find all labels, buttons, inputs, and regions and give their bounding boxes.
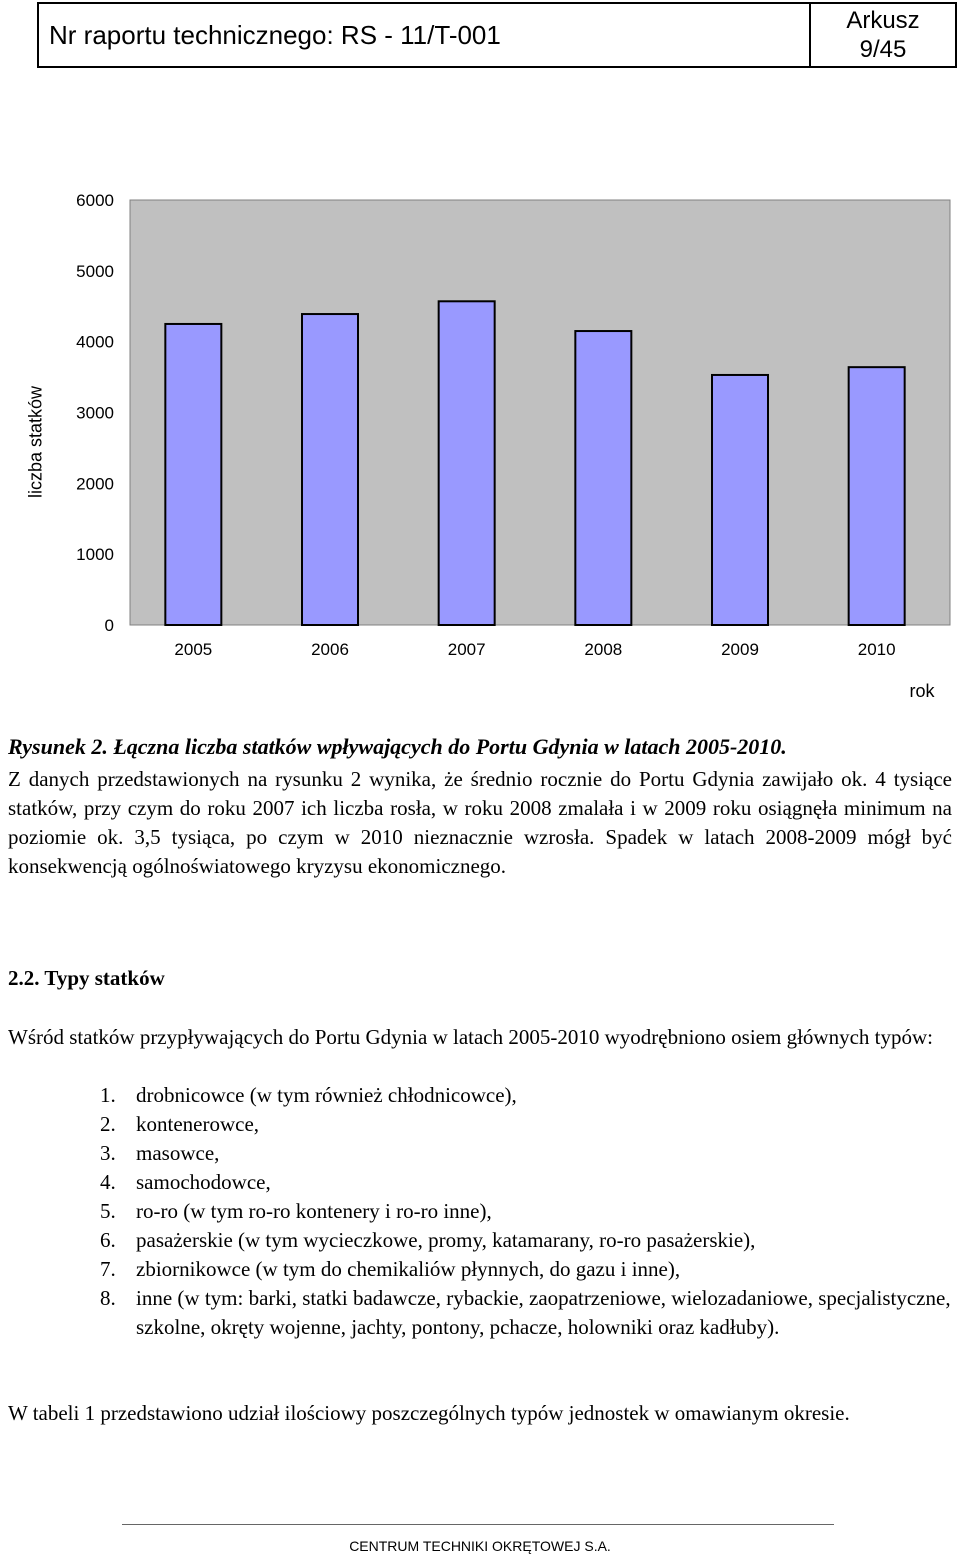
list-item-text: ro-ro (w tym ro-ro kontenery i ro-ro inne), xyxy=(136,1199,492,1223)
list-item xyxy=(100,1255,952,1284)
list-item-text: masowce, xyxy=(136,1141,220,1165)
list-item-text: samochodowce, xyxy=(136,1170,271,1194)
list-item-number: 6. xyxy=(100,1228,116,1252)
bar-2010 xyxy=(849,367,905,625)
x-axis-label: rok xyxy=(909,681,935,701)
list-item-text: zbiornikowce (w tym do chemikaliów płynnych, do gazu i inne), xyxy=(136,1257,681,1281)
list-item-number: 8. xyxy=(100,1286,116,1310)
list-item-text: drobnicowce (w tym również chłodnicowce), xyxy=(136,1083,517,1107)
list-item-number: 7. xyxy=(100,1257,116,1281)
x-tick-label: 2010 xyxy=(857,640,896,659)
x-tick-label: 2006 xyxy=(311,640,349,659)
ships-bar-chart xyxy=(0,180,960,710)
bar-2009 xyxy=(712,375,768,625)
list-item-number: 5. xyxy=(100,1199,116,1223)
plot-area xyxy=(130,200,950,625)
list-item-text: kontenerowce, xyxy=(136,1112,260,1136)
list-item-text: inne (w tym: barki, statki badawcze, rybackie, zaopatrzeniowe, wielozadaniowe, specjalistyczne, szkolne, okręty wojenne, jachty, pontony, pchacze, holowniki oraz kadłuby). xyxy=(136,1286,951,1339)
section-title: 2.2. Typy statków xyxy=(8,966,165,990)
report-number: Nr raportu technicznego: RS - 11/T-001 xyxy=(39,4,811,66)
list-item xyxy=(100,1139,952,1168)
y-axis-label: liczba statków xyxy=(25,385,46,499)
report-header xyxy=(37,2,957,68)
x-tick-label: 2005 xyxy=(174,640,213,659)
x-tick-label: 2008 xyxy=(584,640,623,659)
list-item xyxy=(100,1197,952,1226)
sheet-number: 9/45 xyxy=(859,36,907,63)
list-item xyxy=(100,1284,952,1342)
list-item xyxy=(100,1226,952,1255)
bar-2006 xyxy=(302,314,358,625)
ship-types-list xyxy=(100,1081,952,1342)
sheet-label: Arkusz xyxy=(846,7,920,34)
list-item-text: pasażerskie (w tym wycieczkowe, promy, katamarany, ro-ro pasażerskie), xyxy=(136,1228,756,1252)
list-item xyxy=(100,1110,952,1139)
y-tick-label: 4000 xyxy=(76,332,114,352)
list-item-number: 4. xyxy=(100,1170,116,1194)
chart-canvas xyxy=(0,180,960,710)
x-tick-label: 2009 xyxy=(721,640,759,659)
bar-2007 xyxy=(439,301,495,625)
list-item-number: 3. xyxy=(100,1141,116,1165)
list-item-number: 2. xyxy=(100,1112,116,1136)
figure-caption: Rysunek 2. Łączna liczba statków wpływających do Portu Gdynia w latach 2005-2010. xyxy=(8,734,787,759)
list-item-number: 1. xyxy=(100,1083,116,1107)
bar-2005 xyxy=(165,324,221,625)
paragraph-summary: Z danych przedstawionych na rysunku 2 wynika, że średnio rocznie do Portu Gdynia zawijało ok. 4 tysiące statków, przy czym do roku 2007 ich liczba rosła, w roku 2008 zmalała i w 2009 roku osiągnęła minimum na poziomie ok. 3,5 tysiąca, po czym w 2010 nieznacznie wzrosła. Spadek w latach 2008-2009 mógł być konsekwencją ogólnoświatowego kryzysu ekonomicznego. xyxy=(8,767,952,878)
list-item xyxy=(100,1081,952,1110)
bar-2008 xyxy=(575,331,631,625)
y-tick-label: 1000 xyxy=(76,545,114,565)
list-item xyxy=(100,1168,952,1197)
paragraph-table-ref: W tabeli 1 przedstawiono udział ilościowy poszczególnych typów jednostek w omawianym okresie. xyxy=(8,1401,850,1425)
y-tick-label: 6000 xyxy=(76,191,114,210)
sheet-info xyxy=(811,4,955,66)
footer-divider xyxy=(122,1524,834,1525)
footer-company: CENTRUM TECHNIKI OKRĘTOWEJ S.A. xyxy=(349,1538,611,1554)
y-tick-label: 2000 xyxy=(76,474,114,494)
x-tick-label: 2007 xyxy=(447,640,486,659)
y-tick-label: 3000 xyxy=(76,403,114,423)
x-tick-labels xyxy=(174,640,895,659)
paragraph-intro: Wśród statków przypływających do Portu Gdynia w latach 2005-2010 wyodrębniono osiem głównych typów: xyxy=(8,1025,933,1049)
y-tick-label: 0 xyxy=(104,616,114,635)
y-tick-labels xyxy=(76,191,114,635)
y-tick-label: 5000 xyxy=(76,261,114,281)
